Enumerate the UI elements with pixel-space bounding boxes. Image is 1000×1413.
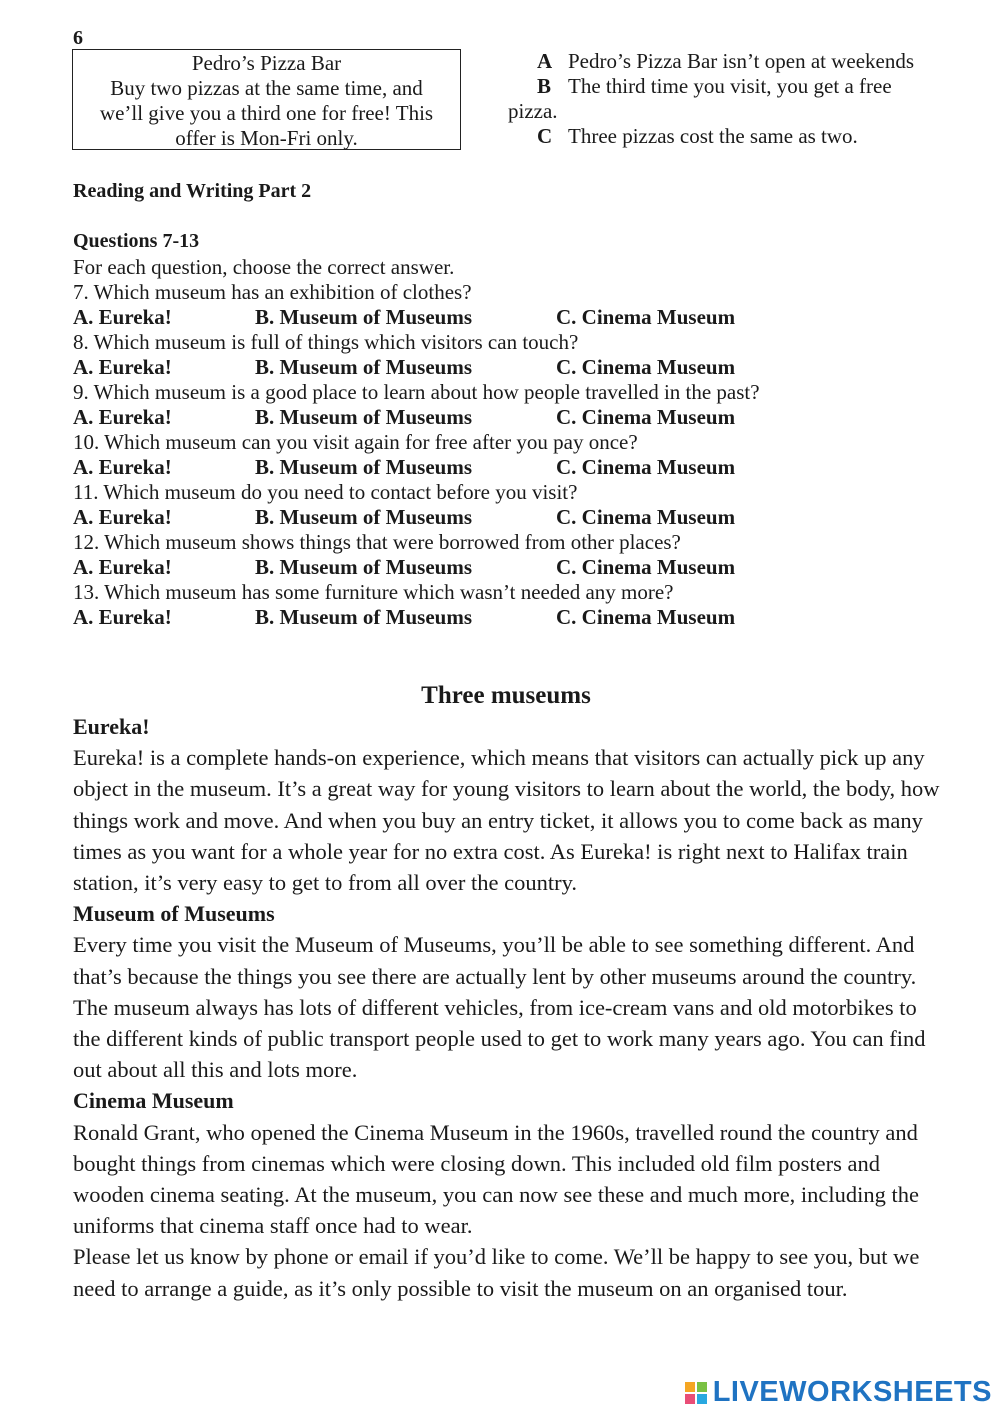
logo-text: LIVEWORKSHEETS (712, 1376, 992, 1408)
answer-b[interactable]: B. Museum of Museums (255, 555, 473, 579)
notice-line: Pedro’s Pizza Bar (191, 51, 342, 75)
answer-b[interactable]: B. Museum of Museums (255, 455, 473, 479)
answer-a[interactable]: A. Eureka! (73, 605, 172, 629)
section-heading-cinema-museum: Cinema Museum (73, 1088, 234, 1114)
reading-title: Three museums (421, 682, 591, 709)
option-text: Three pizzas cost the same as two. (568, 124, 858, 148)
notice-line: Buy two pizzas at the same time, and (110, 76, 423, 100)
option-b-continuation: pizza. (508, 99, 558, 123)
answer-row-7 (73, 305, 760, 330)
answer-row-12 (73, 555, 760, 580)
question-7: 7. Which museum has an exhibition of clothes? (73, 280, 472, 304)
answer-row-11 (73, 505, 760, 530)
section-paragraph: Every time you visit the Museum of Museums, you’ll be able to see something different. And that’s because the things you see there are actually lent by other museums around the country. The museum always has lots of different vehicles, from ice-cream vans and old motorbikes to the different kinds of public transport people used to get to work many years ago. You can find out about all this and lots more. (73, 932, 926, 1083)
option-text: Pedro’s Pizza Bar isn’t open at weekends (568, 49, 915, 73)
part-heading: Reading and Writing Part 2 (73, 180, 312, 202)
answer-a[interactable]: A. Eureka! (73, 405, 172, 429)
answer-b[interactable]: B. Museum of Museums (255, 505, 473, 529)
option-letter: A (537, 49, 553, 73)
answer-c[interactable]: C. Cinema Museum (556, 505, 736, 529)
questions-heading: Questions 7-13 (73, 230, 200, 252)
liveworksheets-logo (685, 1376, 992, 1409)
answer-a[interactable]: A. Eureka! (73, 355, 172, 379)
option-c[interactable] (537, 124, 957, 149)
option-a[interactable] (537, 49, 957, 74)
answer-row-9 (73, 405, 760, 430)
option-text: The third time you visit, you get a free (568, 74, 892, 98)
answer-b[interactable]: B. Museum of Museums (255, 605, 473, 629)
logo-mark-icon (685, 1382, 707, 1404)
answer-b[interactable]: B. Museum of Museums (255, 305, 473, 329)
answer-c[interactable]: C. Cinema Museum (556, 455, 736, 479)
answer-row-10 (73, 455, 760, 480)
option-b[interactable] (537, 74, 957, 99)
answer-c[interactable]: C. Cinema Museum (556, 405, 736, 429)
section-heading-museum-of-museums: Museum of Museums (73, 901, 275, 927)
answer-b[interactable]: B. Museum of Museums (255, 405, 473, 429)
answer-row-8 (73, 355, 760, 380)
question-12: 12. Which museum shows things that were borrowed from other places? (73, 530, 681, 554)
answer-c[interactable]: C. Cinema Museum (556, 355, 736, 379)
answer-a[interactable]: A. Eureka! (73, 305, 172, 329)
question-list (73, 280, 760, 630)
answer-c[interactable]: C. Cinema Museum (556, 555, 736, 579)
question-10: 10. Which museum can you visit again for free after you pay once? (73, 430, 638, 454)
question-6-options (508, 49, 957, 149)
answer-a[interactable]: A. Eureka! (73, 555, 172, 579)
answer-c[interactable]: C. Cinema Museum (556, 605, 736, 629)
answer-a[interactable]: A. Eureka! (73, 505, 172, 529)
instruction: For each question, choose the correct answer. (73, 255, 455, 279)
answer-row-13 (73, 605, 760, 630)
question-11: 11. Which museum do you need to contact before you visit? (73, 480, 578, 504)
pizza-bar-notice (72, 49, 461, 150)
answer-c[interactable]: C. Cinema Museum (556, 305, 736, 329)
notice-line: offer is Mon-Fri only. (175, 126, 358, 150)
reading-text (73, 711, 943, 1304)
notice-line: we’ll give you a third one for free! This (99, 101, 434, 125)
question-6-number: 6 (73, 27, 83, 49)
section-paragraph: Eureka! is a complete hands-on experience, which means that visitors can actually pick up any object in the museum. It’s a great way for young visitors to learn about the world, the body, how things work and move. And when you buy an entry ticket, it allows you to come back as many times as you want for a whole year for no extra cost. As Eureka! is right next to Halifax train station, it’s very easy to get to from all over the country. (73, 745, 940, 896)
section-heading-eureka: Eureka! (73, 714, 150, 739)
option-letter: B (537, 74, 552, 98)
section-paragraph: Ronald Grant, who opened the Cinema Museum in the 1960s, travelled round the country and bought things from cinemas which were closing down. This included old film posters and wooden cinema seating. At the museum, you can now see these and much more, including the uniforms that cinema staff once had to wear. (73, 1119, 920, 1239)
option-letter: C (537, 124, 553, 148)
section-paragraph: Please let us know by phone or email if you’d like to come. We’ll be happy to see you, but we need to arrange a guide, as it’s only possible to visit the museum on an organised tour. (73, 1244, 920, 1301)
answer-a[interactable]: A. Eureka! (73, 455, 172, 479)
question-9: 9. Which museum is a good place to learn about how people travelled in the past? (73, 380, 760, 404)
question-13: 13. Which museum has some furniture which wasn’t needed any more? (73, 580, 674, 604)
answer-b[interactable]: B. Museum of Museums (255, 355, 473, 379)
question-8: 8. Which museum is full of things which visitors can touch? (73, 330, 579, 354)
